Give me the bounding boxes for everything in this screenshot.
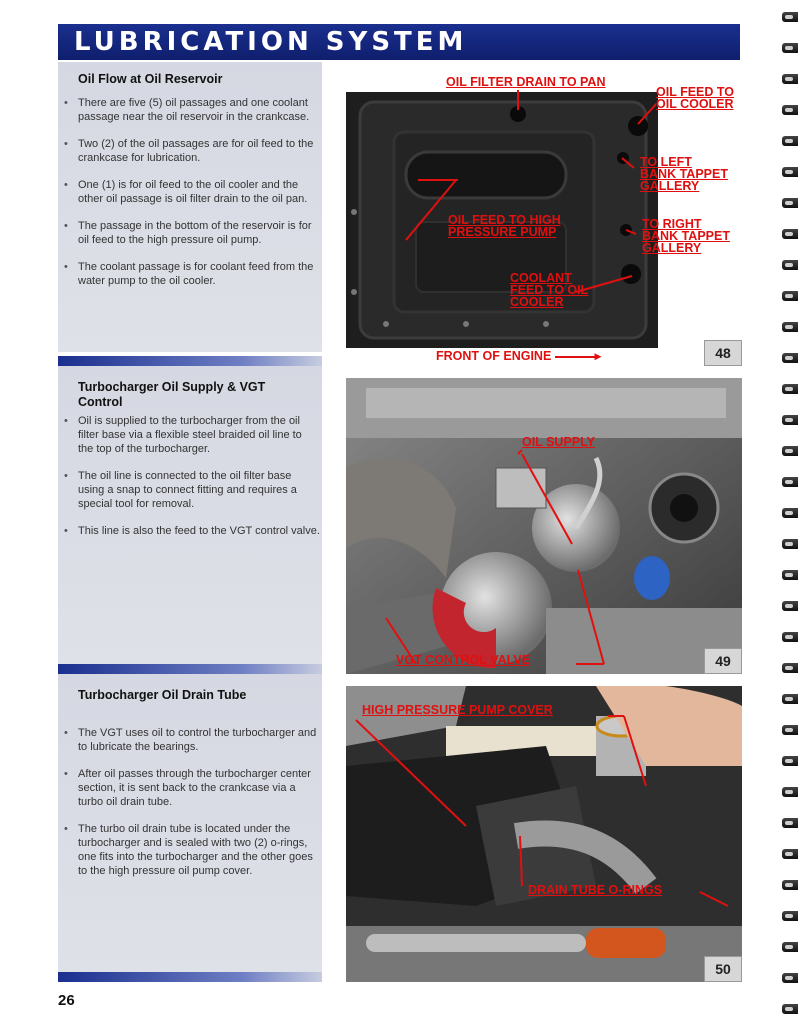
label-hp-pump-feed: OIL FEED TO HIGH bbox=[448, 213, 561, 227]
binding-ring bbox=[782, 539, 798, 549]
binding-ring bbox=[782, 632, 798, 642]
figure-49-leader-lines bbox=[346, 378, 742, 674]
label-oil-filter-drain: OIL FILTER DRAIN TO PAN bbox=[446, 75, 606, 89]
binding-ring bbox=[782, 260, 798, 270]
list-item: • The oil line is connected to the oil filter base using a snap to connect fitting and requires a special tool for removal. bbox=[62, 469, 320, 511]
page-title: LUBRICATION SYSTEM bbox=[74, 27, 468, 57]
page-number: 26 bbox=[58, 992, 75, 1009]
binding-ring bbox=[782, 167, 798, 177]
binding-ring bbox=[782, 973, 798, 983]
label-coolant-feed: COOLER bbox=[510, 295, 564, 309]
binding-ring bbox=[782, 43, 798, 53]
binding-ring bbox=[782, 105, 798, 115]
binding-ring bbox=[782, 291, 798, 301]
binding-ring bbox=[782, 198, 798, 208]
binding-ring bbox=[782, 415, 798, 425]
header-bar bbox=[58, 24, 740, 60]
binding-ring bbox=[782, 477, 798, 487]
binding-ring bbox=[782, 849, 798, 859]
binding-ring bbox=[782, 353, 798, 363]
list-item: • This line is also the feed to the VGT control valve. bbox=[62, 524, 320, 538]
bullet-list bbox=[62, 96, 320, 301]
figure-number-badge: 48 bbox=[704, 340, 742, 366]
section-title: Turbocharger Oil Drain Tube bbox=[78, 688, 247, 702]
label-oil-feed-cooler: OIL FEED TO bbox=[656, 85, 735, 99]
section-title: Turbocharger Oil Supply & VGT Control bbox=[78, 380, 266, 409]
binding-ring bbox=[782, 756, 798, 766]
binding-ring bbox=[782, 911, 798, 921]
list-item: • Two (2) of the oil passages are for oil feed to the crankcase for lubrication. bbox=[62, 137, 320, 165]
binding-ring bbox=[782, 1004, 798, 1014]
binding-ring bbox=[782, 508, 798, 518]
figure-50-leader-lines bbox=[346, 686, 742, 982]
list-item: • The coolant passage is for coolant feed from the water pump to the oil cooler. bbox=[62, 260, 320, 288]
binding-ring bbox=[782, 787, 798, 797]
label-hp-pump-feed: PRESSURE PUMP bbox=[448, 225, 557, 239]
binding-ring bbox=[782, 694, 798, 704]
binding-ring bbox=[782, 229, 798, 239]
binding-ring bbox=[782, 136, 798, 146]
binding-ring bbox=[782, 384, 798, 394]
binding-ring bbox=[782, 74, 798, 84]
label-oil-feed-cooler: OIL COOLER bbox=[656, 97, 734, 111]
label-vgt-control-valve: VGT CONTROL VALVE bbox=[396, 653, 531, 667]
figure-number-badge: 50 bbox=[704, 956, 742, 982]
label-right-bank: TO RIGHT bbox=[642, 217, 702, 231]
label-right-bank: BANK TAPPET bbox=[642, 229, 730, 243]
label-right-bank: GALLERY bbox=[642, 241, 702, 255]
label-left-bank: TO LEFT bbox=[640, 155, 692, 169]
list-item: • There are five (5) oil passages and one coolant passage near the oil reservoir in the crankcase. bbox=[62, 96, 320, 124]
section-divider-2 bbox=[58, 664, 322, 674]
label-left-bank: GALLERY bbox=[640, 179, 700, 193]
list-item: • Oil is supplied to the turbocharger from the oil filter base via a flexible steel braided oil line to the top of the turbocharger. bbox=[62, 414, 320, 456]
binding-ring bbox=[782, 942, 798, 952]
figure-number-badge: 49 bbox=[704, 648, 742, 674]
list-item: • The VGT uses oil to control the turbocharger and to lubricate the bearings. bbox=[62, 726, 320, 754]
section-divider-1 bbox=[58, 356, 322, 366]
label-drain-tube-o-rings: DRAIN TUBE O-RINGS bbox=[528, 883, 663, 897]
label-left-bank: BANK TAPPET bbox=[640, 167, 728, 181]
binding-ring bbox=[782, 12, 798, 22]
binding-ring bbox=[782, 880, 798, 890]
label-hp-pump-cover: HIGH PRESSURE PUMP COVER bbox=[362, 703, 553, 717]
binding-ring bbox=[782, 322, 798, 332]
list-item: • The passage in the bottom of the reservoir is for oil feed to the high pressure oil pump. bbox=[62, 219, 320, 247]
label-oil-supply: OIL SUPPLY bbox=[522, 435, 595, 449]
binding-ring bbox=[782, 663, 798, 673]
label-coolant-feed: COOLANT bbox=[510, 271, 572, 285]
front-of-engine-label: FRONT OF ENGINE ▸ bbox=[436, 349, 602, 363]
binding-ring bbox=[782, 446, 798, 456]
binding-ring bbox=[782, 725, 798, 735]
label-coolant-feed: FEED TO OIL bbox=[510, 283, 589, 297]
list-item: • One (1) is for oil feed to the oil cooler and the other oil passage is oil filter drain to the oil pan. bbox=[62, 178, 320, 206]
section-title: Oil Flow at Oil Reservoir bbox=[78, 72, 223, 86]
binding-ring bbox=[782, 570, 798, 580]
section-divider-3 bbox=[58, 972, 322, 982]
list-item: • The turbo oil drain tube is located under the turbocharger and is sealed with two (2) o-rings, one fits into the turbocharger and the other goes to the high pressure oil pump cover. bbox=[62, 822, 320, 878]
bullet-list bbox=[62, 414, 320, 551]
bullet-list bbox=[62, 726, 320, 891]
list-item: • After oil passes through the turbocharger center section, it is sent back to the crankcase via a turbo oil drain tube. bbox=[62, 767, 320, 809]
binding-ring bbox=[782, 818, 798, 828]
binding-ring bbox=[782, 601, 798, 611]
spiral-binding bbox=[778, 0, 800, 1024]
